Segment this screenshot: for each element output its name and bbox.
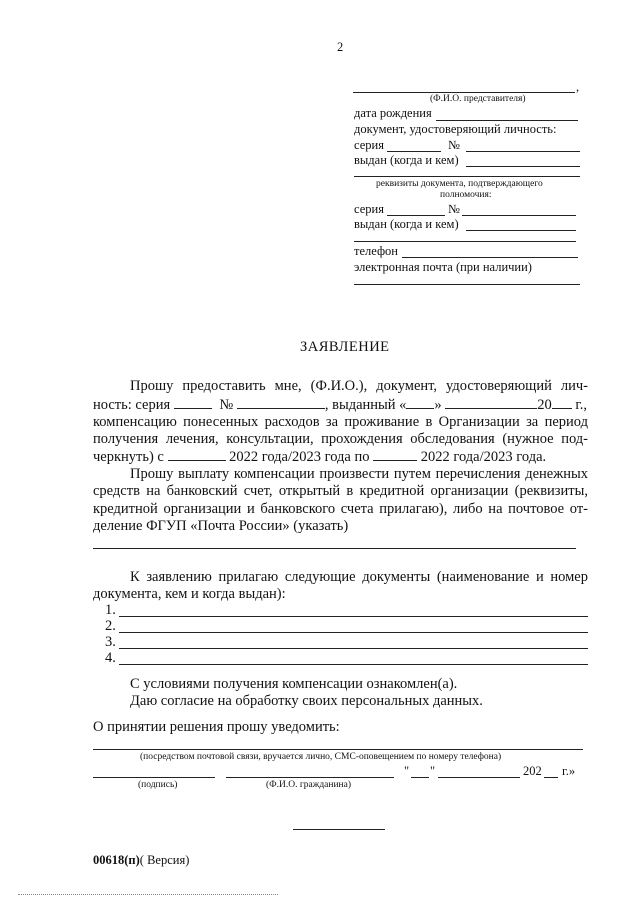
- period-mid-text: 2022 года/2023 года по: [229, 449, 370, 465]
- agreement-personal-data: Даю согласие на обработку своих персональных данных.: [130, 693, 483, 709]
- attachment-line-1[interactable]: [119, 616, 588, 617]
- para1-line4: получения лечения, консультации, прохождения обследования (нужное под-: [93, 431, 588, 447]
- issued-label: выдан (когда и кем): [354, 153, 459, 167]
- issued2-label: выдан (когда и кем): [354, 217, 459, 231]
- attachment-line-2[interactable]: [119, 632, 588, 633]
- number2-label: №: [448, 202, 460, 216]
- date-year-suffix: г.»: [562, 764, 576, 778]
- issued2-line[interactable]: [466, 230, 576, 231]
- number-label: №: [448, 138, 460, 152]
- signature-caption: (подпись): [138, 780, 178, 790]
- para3-line1: К заявлению прилагаю следующие документы (наименование и номер: [130, 569, 588, 585]
- para1-line1: Прошу предоставить мне, (Ф.И.О.), документ, удостоверяющий лич-: [130, 378, 588, 394]
- form-version: ( Версия): [139, 853, 190, 867]
- date-quote-close: ": [430, 764, 436, 778]
- attachment-number-2: 2.: [105, 618, 116, 634]
- issued-line[interactable]: [466, 166, 580, 167]
- attachment-number-1: 1.: [105, 602, 116, 618]
- representative-caption: (Ф.И.О. представителя): [430, 94, 526, 104]
- date-day-line[interactable]: [411, 777, 429, 778]
- phone-line[interactable]: [402, 257, 578, 258]
- issued2-line-2[interactable]: [354, 241, 576, 242]
- id-document-label: документ, удостоверяющий личность:: [354, 122, 557, 136]
- representative-name-line[interactable]: [353, 92, 575, 93]
- period-from-text: черкнуть) с: [93, 449, 164, 465]
- para1-line5: [93, 448, 546, 467]
- series2-line[interactable]: [387, 215, 445, 216]
- date-quote-open: ": [404, 764, 410, 778]
- citizen-name-line[interactable]: [226, 777, 394, 778]
- attachment-number-4: 4.: [105, 650, 116, 666]
- notify-caption: (посредством почтовой связи, вручается лично, СМС-оповещением по номеру телефона): [140, 752, 502, 762]
- period-from-blank[interactable]: [168, 448, 226, 461]
- birth-date-line[interactable]: [436, 120, 578, 121]
- para2-line2: средств на банковский счет, открытый в кредитной организации (реквизиты,: [93, 483, 588, 499]
- issued-line-2[interactable]: [354, 176, 580, 177]
- para1-line3: компенсацию понесенных расходов за проживание в Организации за период: [93, 414, 588, 430]
- date-year-prefix: 202: [523, 764, 542, 778]
- signature-line[interactable]: [93, 777, 215, 778]
- para3-line2: документа, кем и когда выдан):: [93, 586, 286, 602]
- authority-caption-2: полномочия:: [440, 190, 492, 200]
- period-end-text: 2022 года/2023 года.: [420, 449, 547, 465]
- email-label: электронная почта (при наличии): [354, 260, 532, 274]
- year-blank[interactable]: [552, 396, 572, 409]
- footer-form-code: [93, 853, 189, 868]
- number-sign: №: [219, 397, 234, 413]
- birth-date-label: дата рождения: [354, 106, 432, 120]
- month-blank[interactable]: [445, 396, 537, 409]
- notify-label: О принятии решения прошу уведомить:: [93, 719, 340, 735]
- attachment-line-3[interactable]: [119, 648, 588, 649]
- form-code: 00618(п): [93, 853, 140, 867]
- year-prefix: 20: [537, 397, 552, 413]
- date-year-line[interactable]: [544, 777, 558, 778]
- number-line[interactable]: [466, 151, 580, 152]
- number2-line[interactable]: [462, 215, 576, 216]
- series-label: серия: [354, 138, 384, 152]
- series-blank[interactable]: [174, 396, 212, 409]
- quote-close: »: [434, 397, 442, 413]
- year-suffix: г.,: [575, 397, 587, 413]
- separator-line: [293, 829, 385, 830]
- para2-line1: Прошу выплату компенсации произвести путем перечисления денежных: [130, 466, 588, 482]
- phone-label: телефон: [354, 244, 398, 258]
- attachment-number-3: 3.: [105, 634, 116, 650]
- post-office-line[interactable]: [93, 548, 576, 549]
- authority-caption-1: реквизиты документа, подтверждающего: [376, 179, 543, 189]
- document-title: ЗАЯВЛЕНИЕ: [300, 339, 390, 355]
- citizen-name-caption: (Ф.И.О. гражданина): [266, 780, 351, 790]
- date-month-line[interactable]: [438, 777, 520, 778]
- email-line[interactable]: [354, 284, 580, 285]
- para2-line4: деление ФГУП «Почта России» (указать): [93, 518, 349, 534]
- comma: ,: [576, 80, 580, 94]
- series-text: ность: серия: [93, 397, 171, 413]
- para2-line3: кредитной организации и банковского счета прилагаю), либо на почтовое от-: [93, 501, 588, 517]
- series-line[interactable]: [387, 151, 441, 152]
- period-to-blank[interactable]: [373, 448, 417, 461]
- scan-edge-artifact: [18, 894, 278, 895]
- issued-text: , выданный «: [324, 397, 407, 413]
- page-number: 2: [337, 40, 344, 54]
- series2-label: серия: [354, 202, 384, 216]
- agreement-terms: С условиями получения компенсации ознакомлен(а).: [130, 676, 458, 692]
- number-blank[interactable]: [237, 396, 325, 409]
- day-blank[interactable]: [406, 396, 434, 409]
- attachment-line-4[interactable]: [119, 664, 588, 665]
- para1-line2: [93, 396, 587, 415]
- notify-method-line[interactable]: [93, 749, 583, 750]
